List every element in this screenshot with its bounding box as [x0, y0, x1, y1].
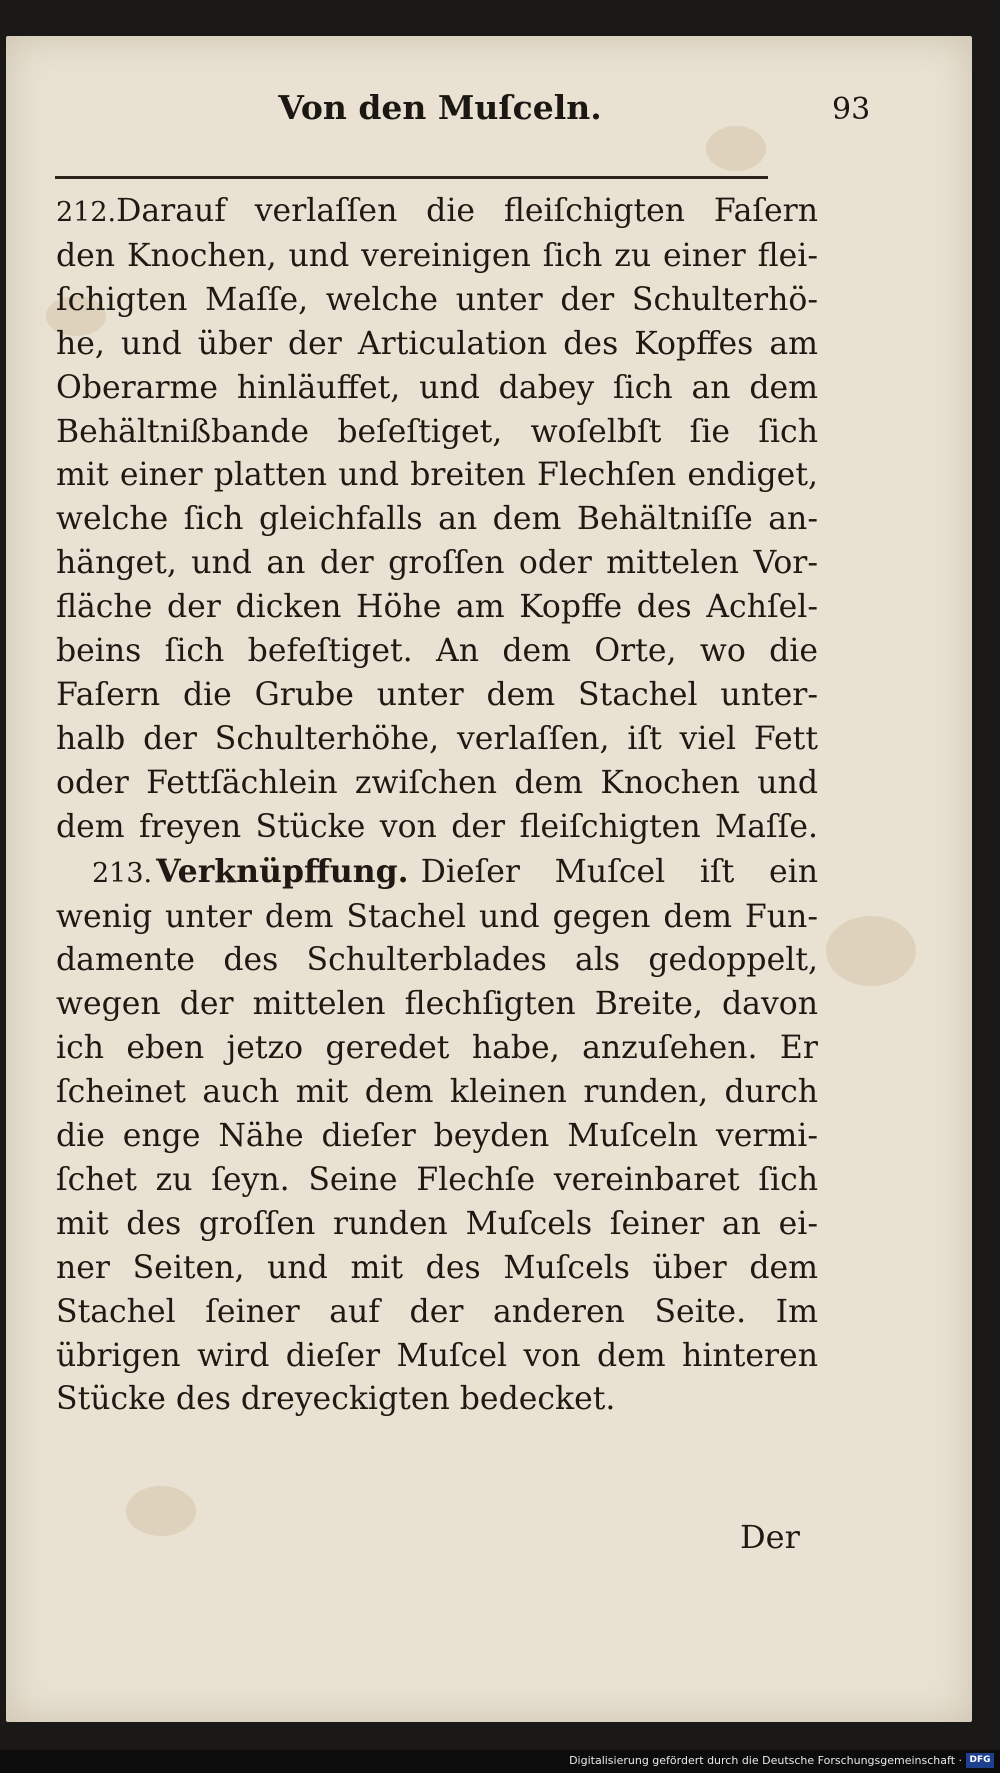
text-line: ſchigten Maſſe, welche unter der Schulterhö- [56, 281, 818, 318]
footer-credit: Digitalisierung gefördert durch die Deutsche Forschungsgemeinschaft · [569, 1754, 962, 1767]
text-line: oder Fettſächlein zwiſchen dem Knochen und [56, 764, 818, 801]
text-line: mit einer platten und breiten Flechſen endiget, [56, 457, 818, 494]
paper-stain [826, 916, 916, 986]
section-heading: Verknüpffung. [156, 852, 409, 890]
text-line: damente des Schulterblades als gedoppelt, [56, 942, 818, 979]
text-line: Stücke des dreyeckigten bedecket. [56, 1381, 616, 1418]
digitization-footer [0, 1750, 1000, 1773]
text-line: dem freyen Stücke von der fleiſchigten Maſſe. [56, 808, 818, 845]
dfg-logo: DFG [966, 1753, 994, 1768]
text-line [56, 850, 818, 896]
header-rule [55, 176, 768, 179]
line-text: Darauf verlaſſen die fleiſchigten Faſern [116, 193, 818, 229]
text-line: den Knochen, und vereinigen ſich zu einer flei- [56, 237, 818, 274]
text-line: beins ſich befeſtiget. An dem Orte, wo die [56, 633, 818, 670]
text-line: mit des groſſen runden Muſcels ſeiner an ei- [56, 1205, 818, 1242]
text-line: ſcheinet auch mit dem kleinen runden, durch [56, 1074, 818, 1111]
running-title: Von den Muſceln. [278, 88, 602, 127]
line-text: Dieſer Muſcel iſt ein [420, 853, 818, 890]
paragraph-number: 212. [56, 197, 117, 228]
text-line: welche ſich gleichfalls an dem Behältniſſe an- [56, 501, 818, 538]
text-line: fläche der dicken Höhe am Kopffe des Achſel- [56, 589, 818, 626]
body-text [56, 190, 818, 1422]
text-line: Faſern die Grube unter dem Stachel unter- [56, 676, 818, 713]
text-line: halb der Schulterhöhe, verlaſſen, iſt viel Fett [56, 720, 818, 757]
text-line: Oberarme hinläuffet, und dabey ſich an dem [56, 369, 818, 406]
text-line: ner Seiten, und mit des Muſcels über dem [56, 1249, 818, 1286]
text-line: ich eben jetzo geredet habe, anzuſehen. Er [56, 1030, 818, 1067]
paragraph-number: 213. [92, 857, 153, 889]
catchword: Der [740, 1518, 800, 1556]
text-line: wenig unter dem Stachel und gegen dem Fun- [56, 898, 818, 935]
text-line [56, 190, 818, 235]
text-line: wegen der mittelen flechſigten Breite, davon [56, 986, 818, 1023]
page-number: 93 [832, 92, 871, 127]
text-line: übrigen wird dieſer Muſcel von dem hinteren [56, 1337, 818, 1374]
text-line: Stachel ſeiner auf der anderen Seite. Im [56, 1293, 818, 1330]
text-line: ſchet zu ſeyn. Seine Flechſe vereinbaret ſich [56, 1161, 818, 1198]
text-line: hänget, und an der groſſen oder mittelen Vor- [56, 545, 818, 582]
text-line: Behältnißbande beſeſtiget, woſelbſt ſie ſich [56, 413, 818, 450]
paper-stain [126, 1486, 196, 1536]
page-header [50, 80, 871, 140]
text-line: die enge Nähe dieſer beyden Muſceln vermi- [56, 1118, 818, 1155]
text-line: he, und über der Articulation des Kopffes am [56, 325, 818, 362]
